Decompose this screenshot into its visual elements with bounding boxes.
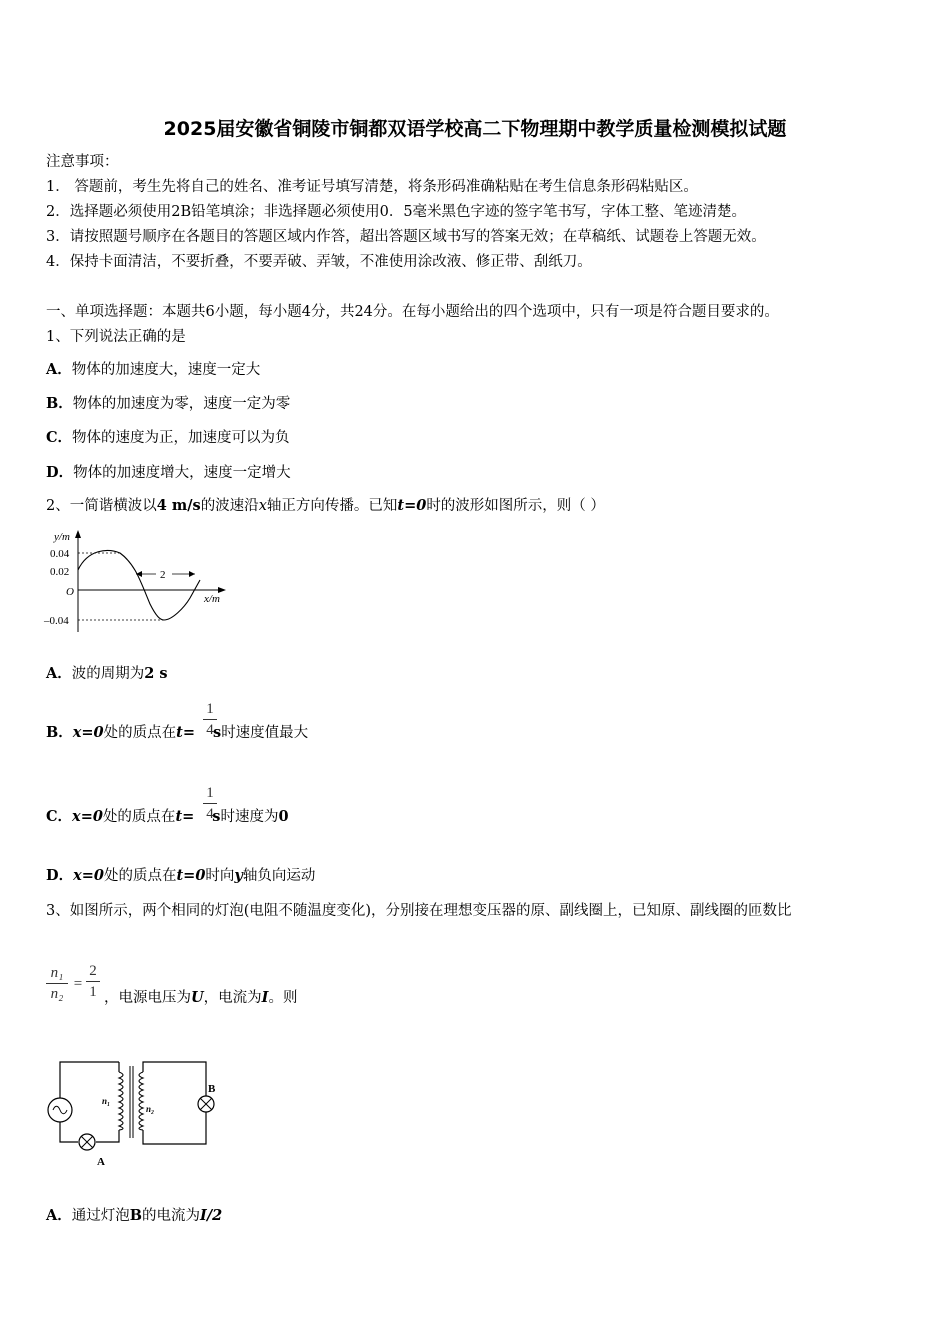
notice-item-3: 3．请按照题号顺序在各题目的答题区域内作答，超出答题区域书写的答案无效；在草稿纸、试题卷上答题无效。: [46, 229, 766, 245]
lamp-b-label: B: [208, 1083, 216, 1095]
primary-coil-label: n₁: [102, 1096, 111, 1106]
q2-option-b-fraction: 1 4: [203, 700, 217, 739]
transformer-circuit: [44, 1054, 224, 1170]
q1-option-d: D．物体的加速度增大，速度一定增大: [46, 464, 291, 481]
y-axis-label: y/m: [54, 531, 70, 543]
origin-label: O: [66, 586, 74, 598]
q2-option-a: A．波的周期为2 s: [46, 665, 168, 682]
q1-option-c: C．物体的速度为正，加速度可以为负: [46, 429, 290, 446]
q2-option-b: B．x=0处的质点在t= s时速度值最大: [46, 724, 309, 741]
notice-heading: 注意事项：: [46, 154, 119, 170]
q1-option-b: B．物体的加速度为零，速度一定为零: [46, 395, 291, 412]
q2-option-d: D．x=0处的质点在t=0时向y轴负向运动: [46, 867, 316, 884]
lamp-a-label: A: [97, 1156, 105, 1168]
notice-item-1: 1． 答题前，考生先将自己的姓名、准考证号填写清楚，将条形码准确粘贴在考生信息条形码粘贴区。: [46, 179, 698, 195]
tick-label-004: 0.04: [50, 548, 70, 560]
q3-stem-2: ，电源电压为U，电流为I。则: [104, 989, 298, 1006]
q3-stem: 3、如图所示，两个相同的灯泡(电阻不随温度变化)，分别接在理想变压器的原、副线圈上，已知原、副线圈的匝数比: [46, 903, 792, 919]
q2-option-c-fraction: 1 4: [203, 784, 217, 823]
x-axis-label: x/m: [204, 593, 220, 605]
notice-item-2: 2．选择题必须使用2B铅笔填涂；非选择题必须使用0．5毫米黑色字迹的签字笔书写，字体工整、笔迹清楚。: [46, 204, 747, 220]
q3-option-a: A．通过灯泡B的电流为I/2: [46, 1207, 223, 1224]
section-heading: 一、单项选择题：本题共6小题，每小题4分，共24分。在每小题给出的四个选项中，只有一项是符合题目要求的。: [46, 304, 779, 320]
primary-coil: [119, 1072, 123, 1130]
q3-ratio-eq: =: [73, 976, 83, 992]
tick-label-002: 0.02: [50, 566, 70, 578]
tick-label-neg004: –0.04: [44, 615, 69, 627]
q2-option-c: C．x=0处的质点在t= s时速度为0: [46, 808, 289, 825]
span-label: 2: [160, 569, 166, 581]
notice-item-4: 4．保持卡面清洁，不要折叠，不要弄破、弄皱，不准使用涂改液、修正带、刮纸刀。: [46, 254, 592, 270]
q1-option-a: A．物体的加速度大，速度一定大: [46, 361, 261, 378]
q3-ratio-left: n₁ n₂: [46, 964, 68, 1003]
wave-curve: [78, 550, 200, 620]
wave-graph: [40, 524, 240, 634]
secondary-coil: [139, 1072, 143, 1130]
y-axis-arrow: [75, 530, 81, 538]
q3-ratio-right: 2 1: [86, 962, 100, 1001]
q1-stem: 1、下列说法正确的是: [46, 329, 186, 345]
secondary-coil-label: n₂: [146, 1104, 155, 1114]
q2-stem: 2、一简谐横波以4 m/s的波速沿x轴正方向传播。已知t=0时的波形如图所示，则（ ）: [46, 497, 605, 514]
page-title: 2025届安徽省铜陵市铜都双语学校高二下物理期中教学质量检测模拟试题: [163, 118, 787, 140]
